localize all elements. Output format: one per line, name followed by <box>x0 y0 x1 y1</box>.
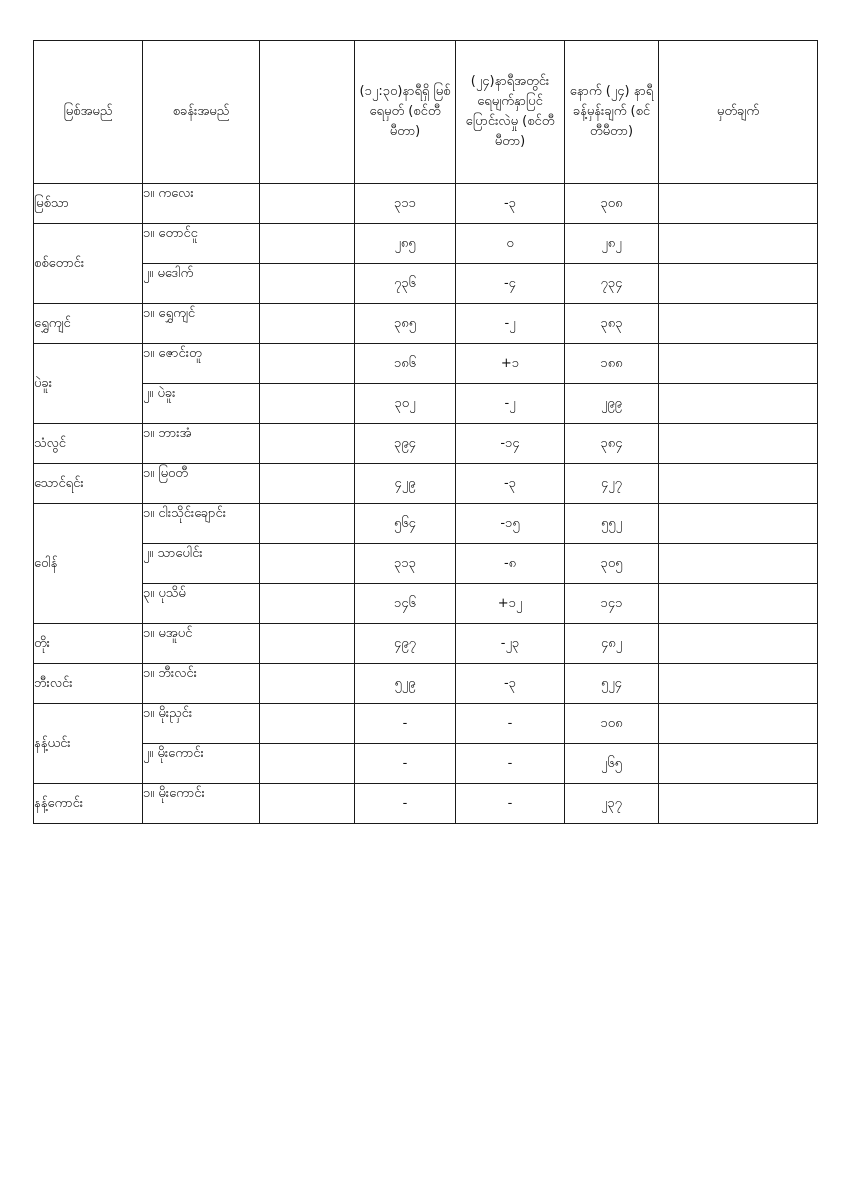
river-name-cell: ဘီးလင်း <box>34 664 143 704</box>
station-name-cell: ၂။ မဒေါက် <box>143 264 260 304</box>
remarks-cell <box>659 704 818 744</box>
header-river-name: မြစ်အမည် <box>34 41 143 184</box>
remarks-cell <box>659 264 818 304</box>
table-row <box>34 784 818 824</box>
station-name-cell: ၂။ မိုးကောင်း <box>143 744 260 784</box>
change-cell: ၀ <box>456 224 565 264</box>
header-water-level: (၁၂:၃၀)နာရီရှိ မြစ်ရေမှတ် (စင်တီမီတာ) <box>355 41 456 184</box>
table-row <box>34 744 818 784</box>
change-cell: -၂ <box>456 304 565 344</box>
blank-cell <box>260 704 355 744</box>
water-level-cell: ၃၉၄ <box>355 424 456 464</box>
table-row <box>34 304 818 344</box>
water-level-cell: ၅၂၉ <box>355 664 456 704</box>
water-level-cell: ၁၄၆ <box>355 584 456 624</box>
remarks-cell <box>659 304 818 344</box>
header-24h-change: (၂၄)နာရီအတွင်း ရေမျက်နှာပြင် ပြောင်းလဲမှု (စင်တီမီတာ) <box>456 41 565 184</box>
remarks-cell <box>659 544 818 584</box>
remarks-cell <box>659 424 818 464</box>
header-station-name: စခန်းအမည် <box>143 41 260 184</box>
blank-cell <box>260 304 355 344</box>
header-row <box>34 41 818 184</box>
remarks-cell <box>659 664 818 704</box>
change-cell: - <box>456 704 565 744</box>
remarks-cell <box>659 584 818 624</box>
blank-cell <box>260 504 355 544</box>
forecast-cell: ၄၂၇ <box>565 464 659 504</box>
table-row <box>34 184 818 224</box>
remarks-cell <box>659 744 818 784</box>
river-name-cell: နန့်ကောင်း <box>34 784 143 824</box>
table-row <box>34 664 818 704</box>
table-row <box>34 704 818 744</box>
river-name-cell: ရွှေကျင် <box>34 304 143 344</box>
water-level-cell: ၃၈၅ <box>355 304 456 344</box>
change-cell: - <box>456 744 565 784</box>
remarks-cell <box>659 344 818 384</box>
table-row <box>34 544 818 584</box>
blank-cell <box>260 744 355 784</box>
change-cell: -၁၅ <box>456 504 565 544</box>
change-cell: -၁၄ <box>456 424 565 464</box>
forecast-cell: ၃၀၅ <box>565 544 659 584</box>
forecast-cell: ၂၉၉ <box>565 384 659 424</box>
blank-cell <box>260 424 355 464</box>
water-level-cell: ၃၀၂ <box>355 384 456 424</box>
river-name-cell: သောင်ရင်း <box>34 464 143 504</box>
station-name-cell: ၂။ ပဲခူး <box>143 384 260 424</box>
change-cell: +၁ <box>456 344 565 384</box>
river-name-cell: နန့်ယင်း <box>34 704 143 784</box>
blank-cell <box>260 184 355 224</box>
header-24h-forecast: နောက် (၂၄) နာရီ ခန့်မှန်းချက် (စင်တီမီတာ) <box>565 41 659 184</box>
blank-cell <box>260 264 355 304</box>
forecast-cell: ၂၃၇ <box>565 784 659 824</box>
water-level-cell: - <box>355 784 456 824</box>
water-level-cell: - <box>355 744 456 784</box>
water-level-cell: ၃၁၃ <box>355 544 456 584</box>
river-level-table <box>33 40 818 824</box>
forecast-cell: ၇၃၄ <box>565 264 659 304</box>
change-cell: -၃ <box>456 184 565 224</box>
blank-cell <box>260 384 355 424</box>
blank-cell <box>260 624 355 664</box>
table-row <box>34 384 818 424</box>
forecast-cell: ၁၈၈ <box>565 344 659 384</box>
table-row <box>34 464 818 504</box>
forecast-cell: ၃၈၄ <box>565 424 659 464</box>
remarks-cell <box>659 224 818 264</box>
station-name-cell: ၁။ ဇောင်းတူ <box>143 344 260 384</box>
river-name-cell: ပဲခူး <box>34 344 143 424</box>
change-cell: -၃ <box>456 664 565 704</box>
change-cell: +၁၂ <box>456 584 565 624</box>
header-blank <box>260 41 355 184</box>
remarks-cell <box>659 624 818 664</box>
blank-cell <box>260 344 355 384</box>
table-row <box>34 344 818 384</box>
table-row <box>34 504 818 544</box>
table-body <box>34 184 818 824</box>
river-name-cell: သံလွင် <box>34 424 143 464</box>
station-name-cell: ၁။ ငါးသိုင်းချောင်း <box>143 504 260 544</box>
change-cell: -၂၃ <box>456 624 565 664</box>
remarks-cell <box>659 384 818 424</box>
blank-cell <box>260 584 355 624</box>
water-level-cell: ၂၈၅ <box>355 224 456 264</box>
change-cell: -၈ <box>456 544 565 584</box>
station-name-cell: ၁။ ရွှေကျင် <box>143 304 260 344</box>
water-level-cell: ၁၈၆ <box>355 344 456 384</box>
table-row <box>34 624 818 664</box>
forecast-cell: ၅၅၂ <box>565 504 659 544</box>
station-name-cell: ၁။ မိုးကောင်း <box>143 784 260 824</box>
blank-cell <box>260 664 355 704</box>
forecast-cell: ၁၀၈ <box>565 704 659 744</box>
blank-cell <box>260 464 355 504</box>
table-row <box>34 424 818 464</box>
remarks-cell <box>659 464 818 504</box>
water-level-cell: - <box>355 704 456 744</box>
water-level-cell: ၅၆၄ <box>355 504 456 544</box>
river-name-cell: စစ်တောင်း <box>34 224 143 304</box>
station-name-cell: ၁။ ဘီးလင်း <box>143 664 260 704</box>
forecast-cell: ၂၆၅ <box>565 744 659 784</box>
water-level-cell: ၇၃၆ <box>355 264 456 304</box>
table-row <box>34 584 818 624</box>
blank-cell <box>260 544 355 584</box>
station-name-cell: ၁။ တောင်ငူ <box>143 224 260 264</box>
station-name-cell: ၁။ ကလေး <box>143 184 260 224</box>
header-remarks: မှတ်ချက် <box>659 41 818 184</box>
river-name-cell: တိုး <box>34 624 143 664</box>
remarks-cell <box>659 184 818 224</box>
remarks-cell <box>659 784 818 824</box>
river-name-cell: မြစ်သာ <box>34 184 143 224</box>
blank-cell <box>260 784 355 824</box>
forecast-cell: ၂၈၂ <box>565 224 659 264</box>
change-cell: -၃ <box>456 464 565 504</box>
water-level-cell: ၃၁၁ <box>355 184 456 224</box>
forecast-cell: ၃၈၃ <box>565 304 659 344</box>
station-name-cell: ၂။ သာပေါင်း <box>143 544 260 584</box>
water-level-cell: ၄၉၇ <box>355 624 456 664</box>
station-name-cell: ၁။ မအူပင် <box>143 624 260 664</box>
water-level-cell: ၄၂၉ <box>355 464 456 504</box>
forecast-cell: ၃၀၈ <box>565 184 659 224</box>
station-name-cell: ၃။ ပုသိမ် <box>143 584 260 624</box>
forecast-cell: ၅၂၄ <box>565 664 659 704</box>
table-row <box>34 264 818 304</box>
change-cell: -၄ <box>456 264 565 304</box>
forecast-cell: ၄၈၂ <box>565 624 659 664</box>
forecast-cell: ၁၄၁ <box>565 584 659 624</box>
remarks-cell <box>659 504 818 544</box>
station-name-cell: ၁။ ဘားအံ <box>143 424 260 464</box>
station-name-cell: ၁။ မြဝတီ <box>143 464 260 504</box>
change-cell: - <box>456 784 565 824</box>
blank-cell <box>260 224 355 264</box>
river-name-cell: ဝေါန် <box>34 504 143 624</box>
change-cell: -၂ <box>456 384 565 424</box>
table-row <box>34 224 818 264</box>
station-name-cell: ၁။ မိုးညှင်း <box>143 704 260 744</box>
